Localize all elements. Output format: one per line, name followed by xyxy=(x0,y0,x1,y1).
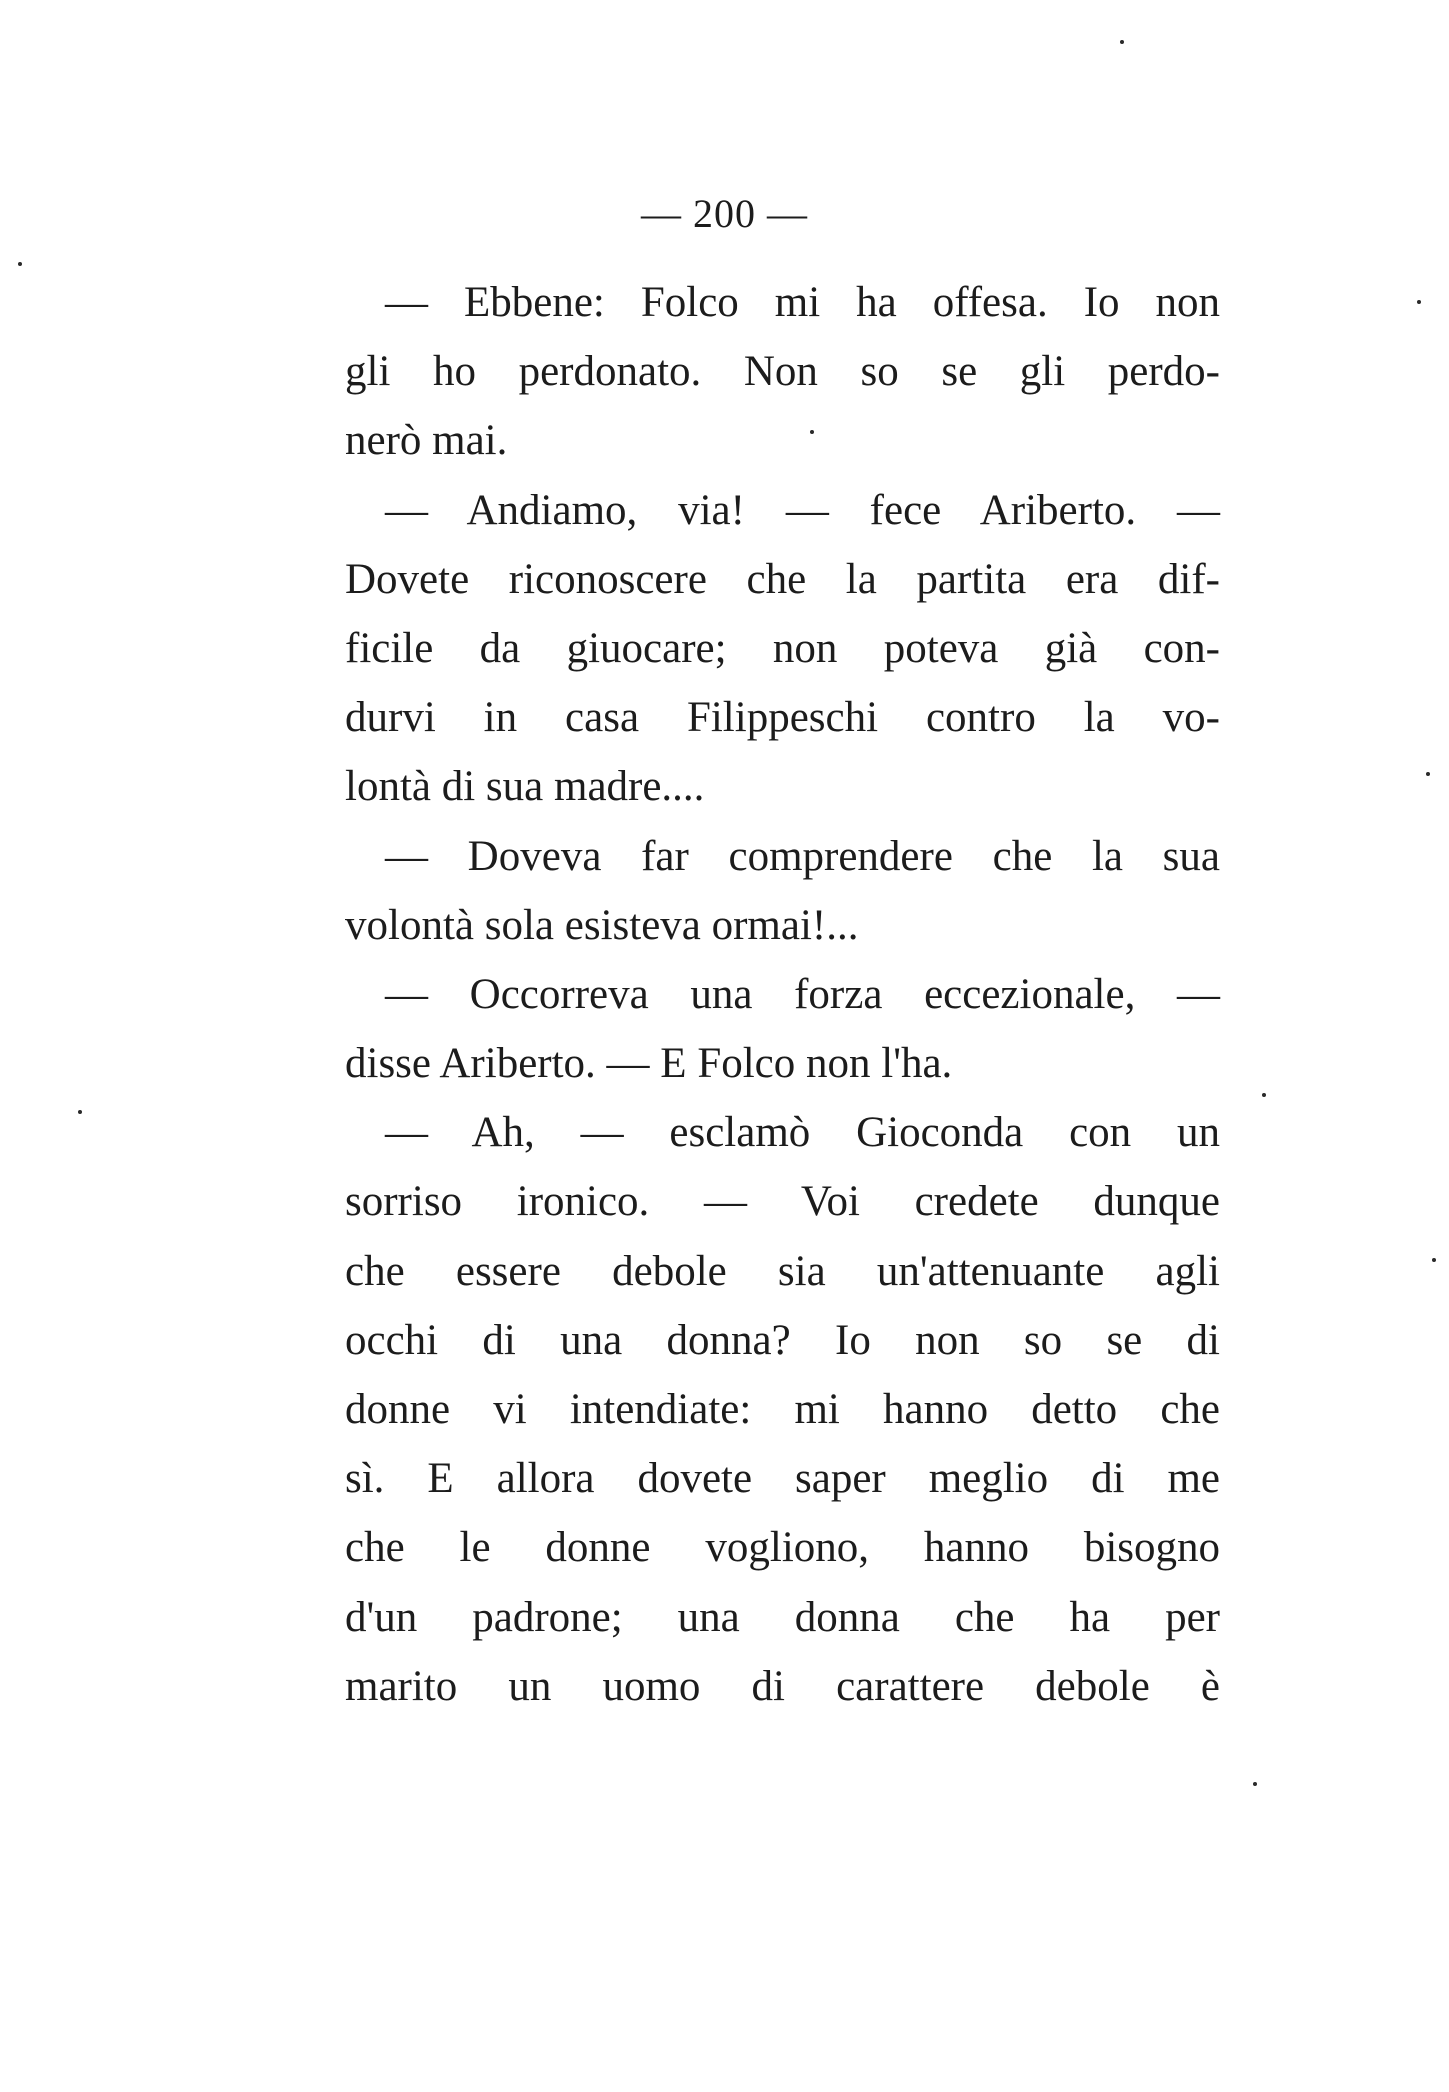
text-line: sorriso ironico. — Voi credete dunque xyxy=(345,1178,1220,1226)
scan-speck xyxy=(1426,772,1430,776)
text-line: ficile da giuocare; non poteva già con- xyxy=(345,624,1220,672)
scan-speck xyxy=(78,1110,82,1114)
text-line: — Ah, — esclamò Gioconda con un xyxy=(385,1109,1220,1157)
text-line: donne vi intendiate: mi hanno detto che xyxy=(345,1386,1220,1433)
text-line: nerò mai. xyxy=(345,417,508,465)
scan-speck xyxy=(1253,1782,1257,1786)
scan-speck xyxy=(18,262,22,266)
text-line: che essere debole sia un'attenuante agli xyxy=(345,1247,1220,1295)
text-line: gli ho perdonato. Non so se gli perdo- xyxy=(345,348,1220,396)
text-line: — Occorreva una forza eccezionale, — xyxy=(385,970,1220,1018)
text-line: — Ebbene: Folco mi ha offesa. Io non xyxy=(385,279,1220,326)
text-line: Dovete riconoscere che la partita era dif- xyxy=(345,555,1220,603)
scan-speck xyxy=(1417,300,1421,304)
text-line: d'un padrone; una donna che ha per xyxy=(345,1593,1220,1641)
text-line: — Andiamo, via! — fece Ariberto. — xyxy=(385,486,1220,534)
text-line: sì. E allora dovete saper meglio di me xyxy=(345,1455,1220,1503)
text-line: — Doveva far comprendere che la sua xyxy=(385,832,1220,880)
text-line: lontà di sua madre.... xyxy=(345,763,705,811)
scan-speck xyxy=(810,430,814,434)
text-line: disse Ariberto. — E Folco non l'ha. xyxy=(345,1040,953,1088)
text-line: che le donne vogliono, hanno bisogno xyxy=(345,1524,1220,1572)
text-line: durvi in casa Filippeschi contro la vo- xyxy=(345,694,1220,742)
page-number: — 200 — xyxy=(641,191,808,236)
text-line: marito un uomo di carattere debole è xyxy=(345,1662,1220,1710)
text-line: volontà sola esisteva ormai!... xyxy=(345,901,859,949)
scan-speck xyxy=(1262,1093,1266,1097)
body-text xyxy=(345,268,1220,1721)
text-line: occhi di una donna? Io non so se di xyxy=(345,1316,1220,1364)
scan-speck xyxy=(1120,40,1124,44)
scan-speck xyxy=(1432,1258,1436,1262)
